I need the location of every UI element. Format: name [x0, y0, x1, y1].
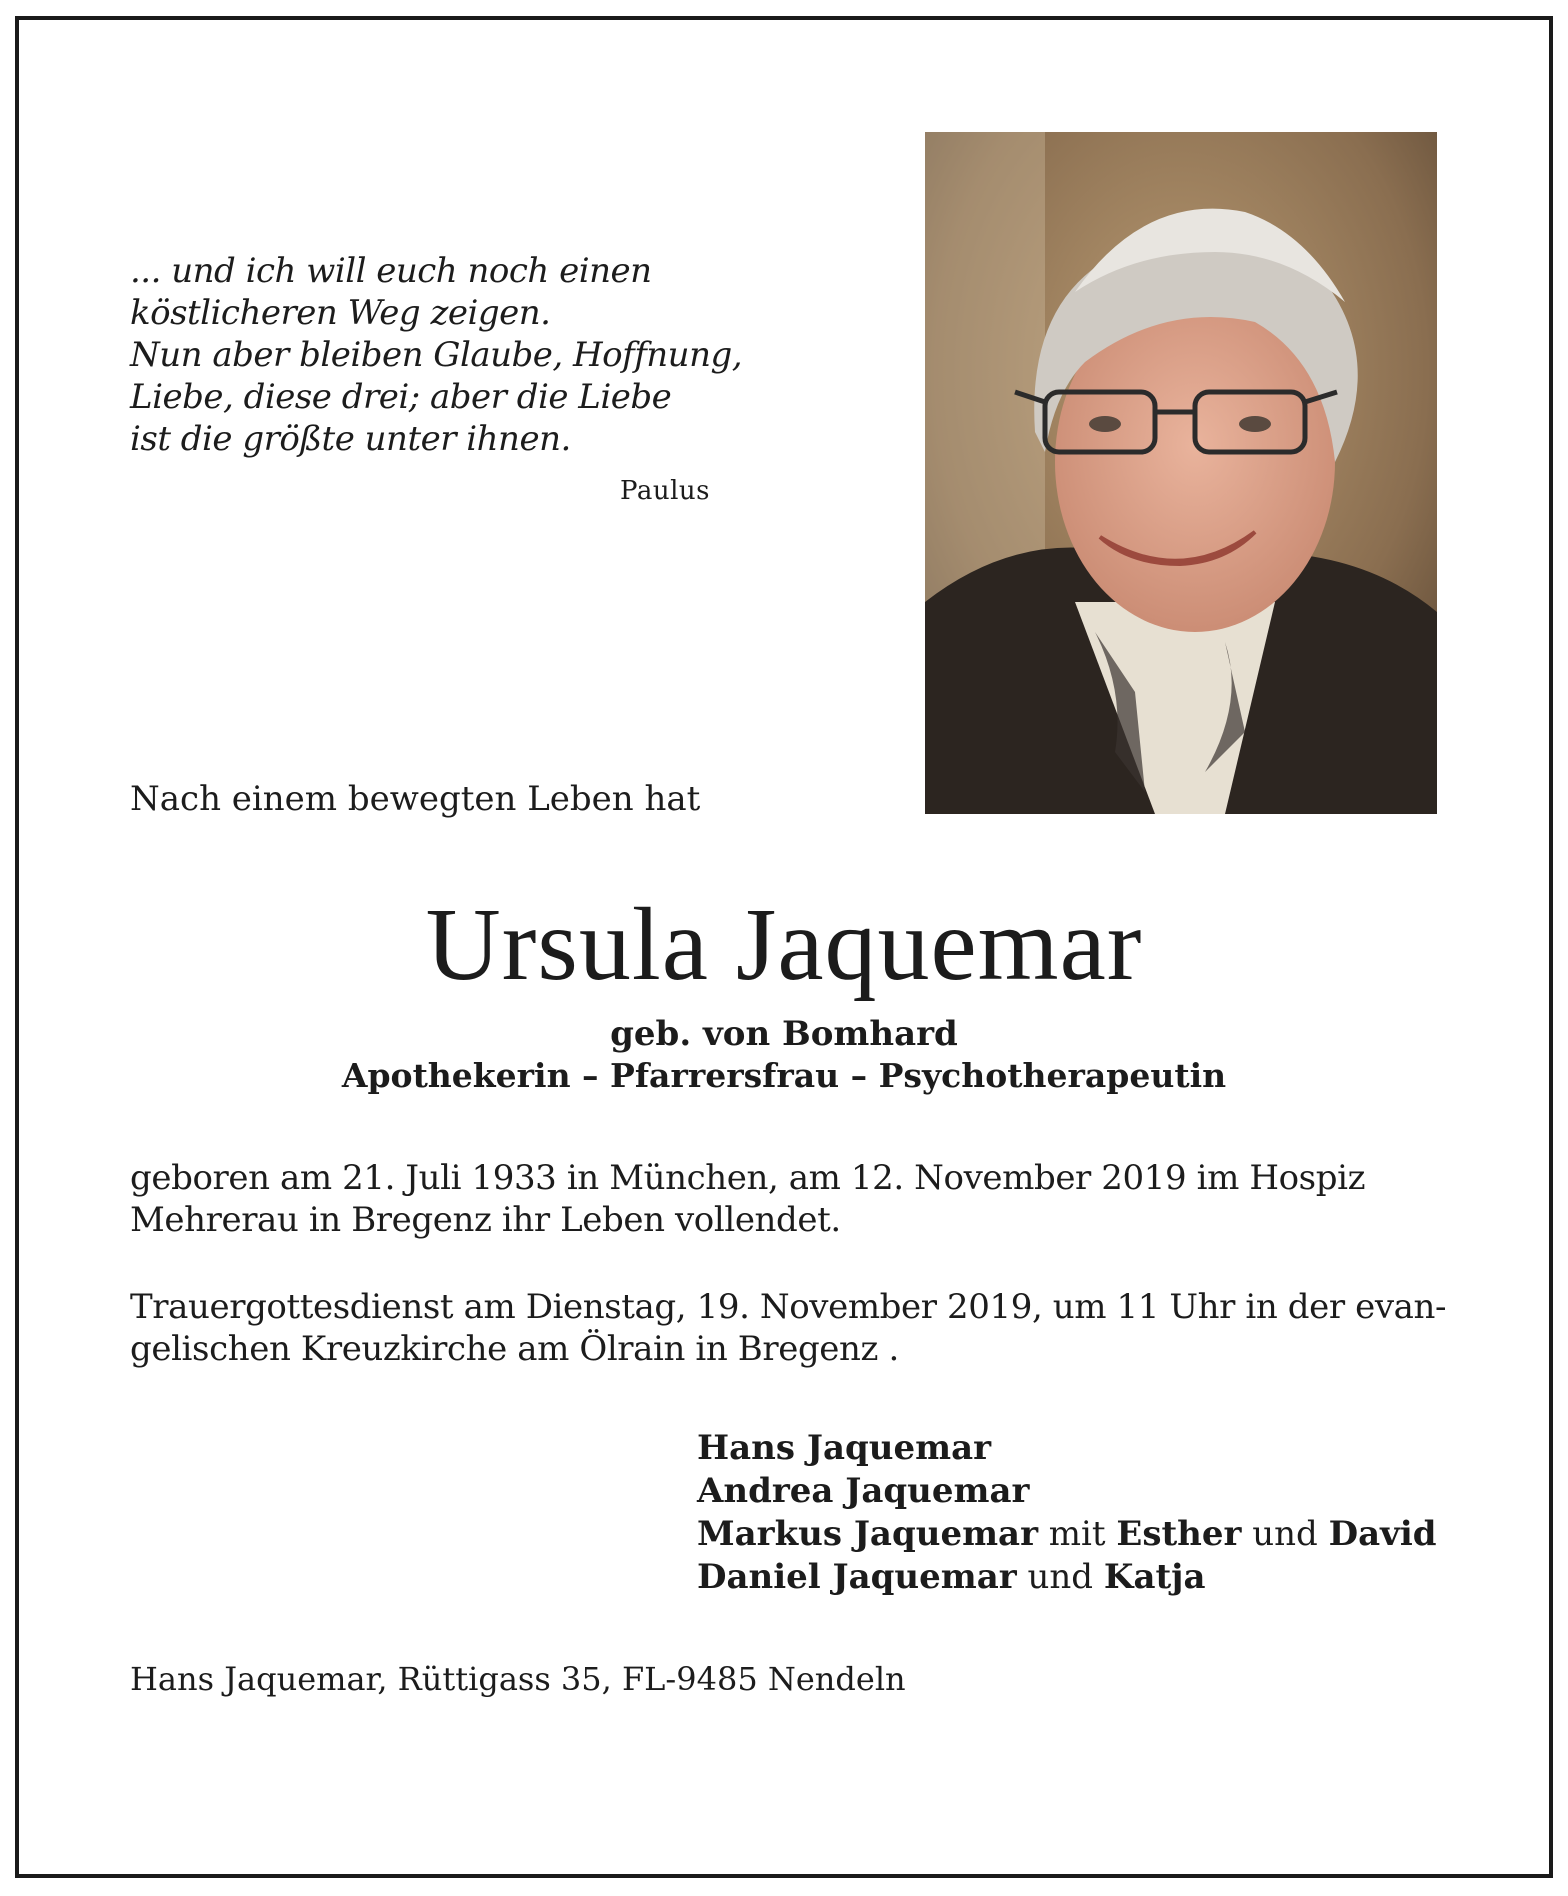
- professions: Apothekerin – Pfarrersfrau – Psychotherapeutin: [341, 1056, 1227, 1095]
- paragraph-line: gelischen Kreuzkirche am Ölrain in Bregenz .: [130, 1329, 899, 1369]
- maiden-name: geb. von Bomhard: [610, 1014, 958, 1054]
- mourner-line: [697, 1556, 1437, 1599]
- quote-author: Paulus: [620, 476, 710, 506]
- intro-text: Nach einem bewegten Leben hat: [130, 779, 701, 819]
- bible-quote: [130, 250, 743, 460]
- connector-text: und: [1241, 1514, 1329, 1554]
- paragraph-line: geboren am 21. Juli 1933 in München, am 12. November 2019 im Hospiz: [130, 1158, 1366, 1198]
- quote-line: ... und ich will euch noch einen: [130, 251, 652, 291]
- portrait-photo: [925, 132, 1437, 814]
- deceased-name: Ursula Jaquemar: [425, 887, 1143, 1002]
- mourner-name: Andrea Jaquemar: [697, 1471, 1030, 1511]
- mourner-line: [697, 1470, 1437, 1513]
- mourner-name: Markus Jaquemar: [697, 1514, 1038, 1554]
- mourners-list: [697, 1427, 1437, 1599]
- mourner-name: Hans Jaquemar: [697, 1428, 992, 1468]
- portrait-photo-icon: [925, 132, 1437, 814]
- mourner-name: Katja: [1103, 1557, 1206, 1597]
- mourner-line: [697, 1427, 1437, 1470]
- mourner-name: Esther: [1116, 1514, 1242, 1554]
- paragraph-line: Mehrerau in Bregenz ihr Leben vollendet.: [130, 1200, 841, 1240]
- quote-line: köstlicheren Weg zeigen.: [130, 293, 551, 333]
- connector-text: mit: [1038, 1514, 1117, 1554]
- paragraph-line: Trauergottesdienst am Dienstag, 19. November 2019, um 11 Uhr in der evan-: [130, 1287, 1447, 1327]
- funeral-service-paragraph: [130, 1286, 1447, 1370]
- mourner-name: David: [1328, 1514, 1437, 1554]
- quote-line: ist die größte unter ihnen.: [130, 419, 571, 459]
- mourner-name: Daniel Jaquemar: [697, 1557, 1017, 1597]
- quote-line: Nun aber bleiben Glaube, Hoffnung,: [130, 335, 743, 375]
- quote-line: Liebe, diese drei; aber die Liebe: [130, 377, 672, 417]
- contact-address: Hans Jaquemar, Rüttigass 35, FL-9485 Nendeln: [130, 1660, 906, 1698]
- birth-death-paragraph: [130, 1157, 1437, 1241]
- connector-text: und: [1016, 1557, 1104, 1597]
- mourner-line: [697, 1513, 1437, 1556]
